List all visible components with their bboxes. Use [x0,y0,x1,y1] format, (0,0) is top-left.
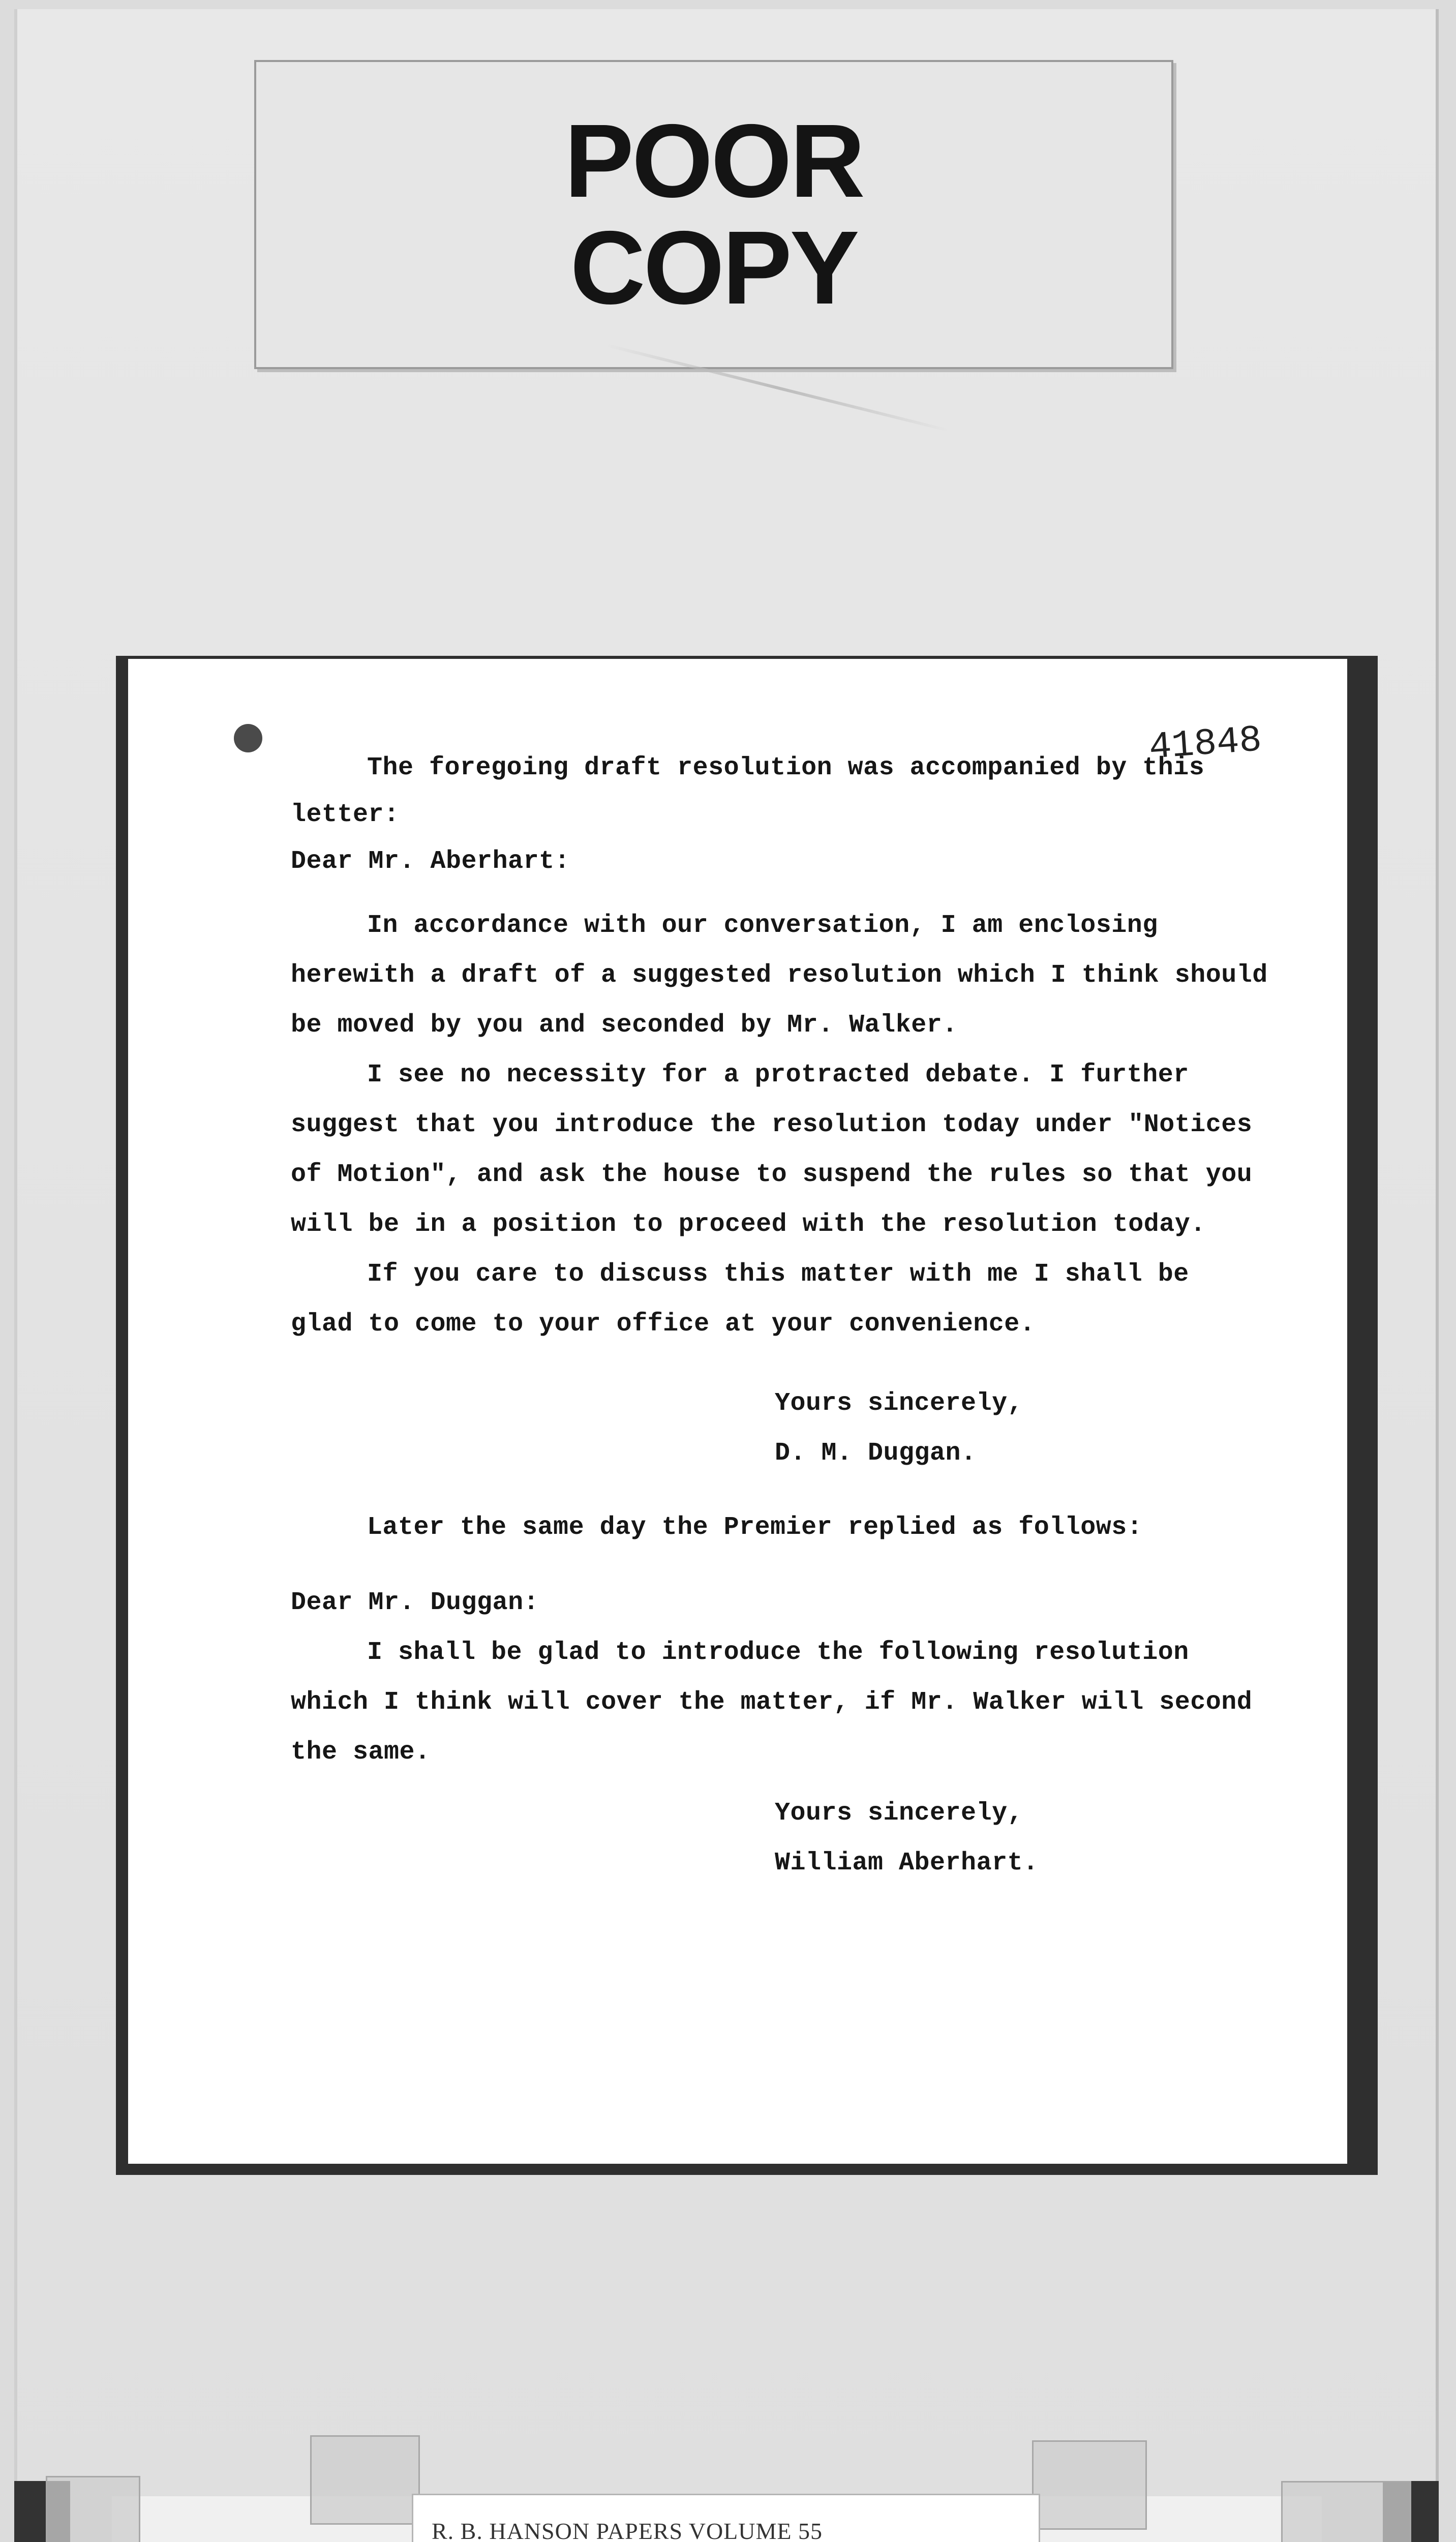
letter-line: will be in a position to proceed with the resolution today. [291,1210,1206,1239]
letter-line: the same. [291,1738,431,1767]
volume-label-text: R. B. HANSON PAPERS VOLUME 55 [432,2518,823,2542]
letter-signature: William Aberhart. [775,1849,1039,1878]
letter-line: suggest that you introduce the resolution today under "Notices [291,1110,1253,1139]
letter-line: glad to come to your office at your convenience. [291,1310,1036,1339]
letter-closing: Yours sincerely, [775,1389,1023,1418]
letter-line: I shall be glad to introduce the following resolution [367,1638,1189,1667]
document-number: 41848 [1147,719,1263,770]
letter-line: which I think will cover the matter, if Mr. Walker will second [291,1688,1253,1717]
poor-copy-card [254,60,1173,369]
letter-line: letter: [291,800,400,829]
letter-salutation: Dear Mr. Aberhart: [291,847,570,876]
letter-line: The foregoing draft resolution was accompanied by this [367,753,1205,782]
letter-line: If you care to discuss this matter with me I shall be [367,1260,1189,1289]
poor-copy-line-2: COPY [570,209,858,326]
tape-piece [46,2476,140,2542]
poor-copy-line-1: POOR [564,103,863,219]
volume-label [412,2494,1040,2542]
punch-hole [234,724,262,752]
letter-salutation: Dear Mr. Duggan: [291,1588,539,1617]
letter-line: of Motion", and ask the house to suspend the rules so that you [291,1160,1253,1189]
letter-signature: D. M. Duggan. [775,1439,977,1468]
letter-line: herewith a draft of a suggested resolution which I think should [291,961,1268,990]
tape-piece [310,2435,420,2525]
letter-page [128,659,1347,2164]
tape-piece [1032,2440,1147,2530]
letter-line: In accordance with our conversation, I am enclosing [367,911,1158,940]
letter-closing: Yours sincerely, [775,1799,1023,1828]
letter-line: I see no necessity for a protracted debate. I further [367,1061,1189,1090]
tape-piece [1281,2481,1411,2542]
letter-line: Later the same day the Premier replied as follows: [367,1513,1143,1542]
letter-line: be moved by you and seconded by Mr. Walker. [291,1011,958,1040]
